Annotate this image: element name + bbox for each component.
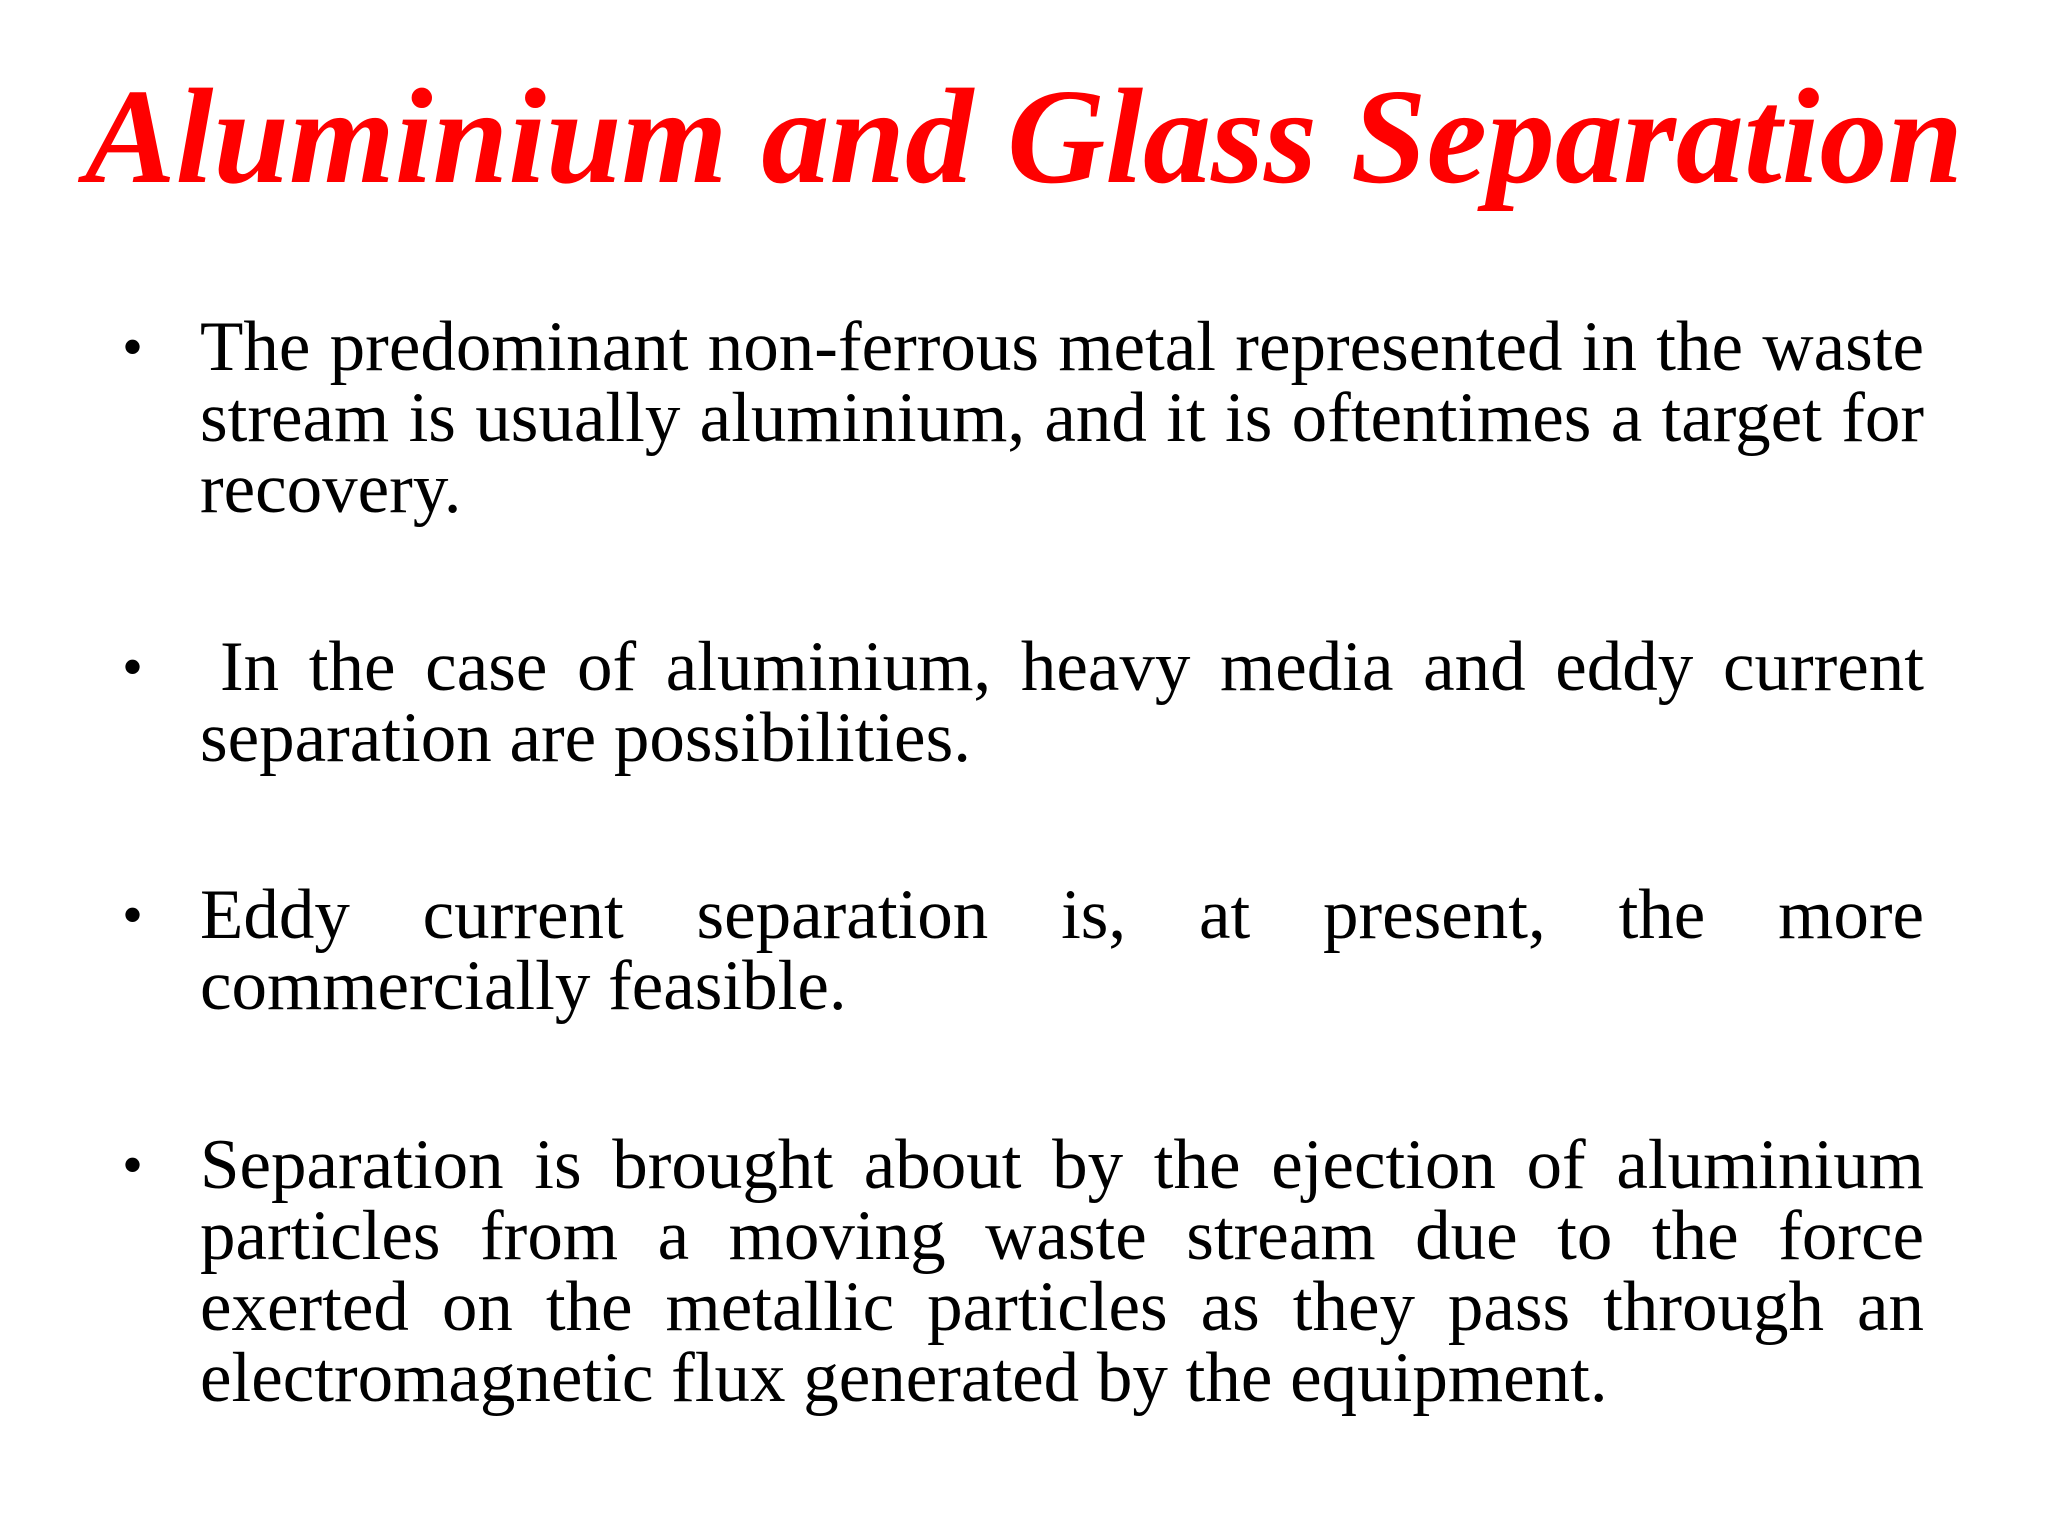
bullet-marker: • bbox=[122, 1132, 144, 1198]
bullet-marker: • bbox=[122, 882, 144, 948]
bullet-text: Separation is brought about by the ejection of aluminium particles from a moving waste stream due to the force exerted on the metallic particles as they pass through an electromagnetic flux generated by the equipment. bbox=[200, 1126, 1924, 1417]
bullet-text: Eddy current separation is, at present, the more commercially feasible. bbox=[200, 876, 1924, 1025]
bullet-text: In the case of aluminium, heavy media and eddy current separation are possibilities. bbox=[200, 628, 1924, 777]
bullet-marker: • bbox=[122, 634, 144, 700]
bullet-item bbox=[122, 628, 1924, 777]
bullet-item bbox=[122, 876, 1924, 1025]
slide-title: Aluminium and Glass Separation bbox=[84, 62, 1964, 212]
bullet-marker: • bbox=[122, 314, 144, 380]
bullet-item bbox=[122, 308, 1924, 528]
bullet-item bbox=[122, 1126, 1924, 1417]
bullet-text: The predominant non-ferrous metal represented in the waste stream is usually aluminium, and it is oftentimes a target for recovery. bbox=[200, 308, 1924, 528]
